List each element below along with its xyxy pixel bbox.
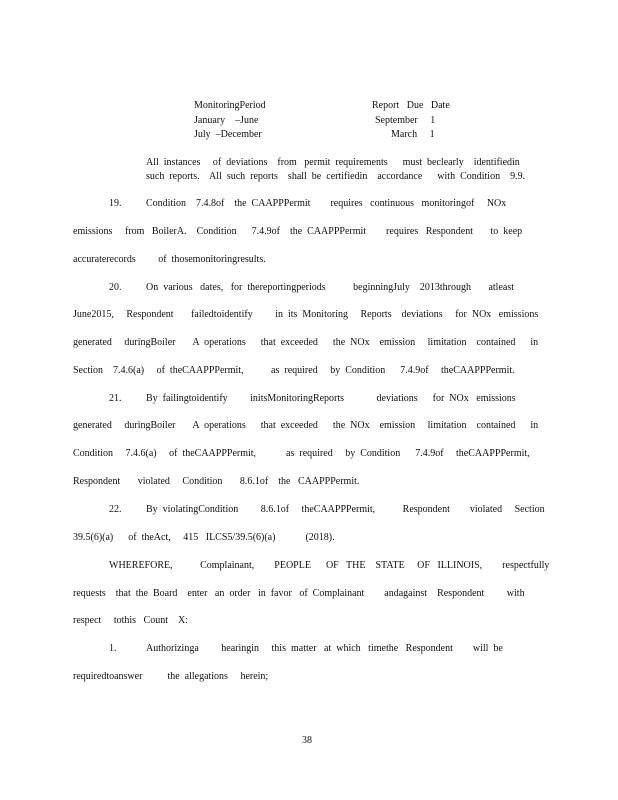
note-line: All instances of deviations from permit requirements must beclearly identifiedin: [146, 157, 520, 168]
paragraph-line: generated duringBoiler A operations that exceeded the NOx emission limitation contained in: [73, 420, 539, 431]
paragraph-line: requiredtoanswer the allegations herein;: [73, 671, 269, 682]
paragraph-line: Respondent violated Condition 8.6.1of the CAAPPPermit.: [73, 476, 360, 487]
paragraph-number: 19.: [109, 198, 122, 209]
schedule-row-due: March 1: [391, 129, 435, 140]
paragraph-line: WHEREFORE, Complainant, PEOPLE OF THE STATE OF ILLINOIS, respectfully: [109, 560, 550, 571]
paragraph-line: By violatingCondition 8.6.1of theCAAPPPermit, Respondent violated Section: [146, 504, 545, 515]
schedule-row-due: September 1: [375, 115, 436, 126]
schedule-row-period: July –December: [194, 129, 262, 140]
schedule-row-period: January –June: [194, 115, 259, 126]
paragraph-line: 39.5(6)(a) of theAct, 415 ILCS5/39.5(6)(a) (2018).: [73, 532, 335, 543]
paragraph-number: 22.: [109, 504, 122, 515]
paragraph-number: 1.: [109, 643, 117, 654]
note-line: such reports. All such reports shall be certifiedin accordance with Condition 9.9.: [146, 171, 526, 182]
schedule-header-period: MonitoringPeriod: [194, 100, 266, 111]
paragraph-line: Condition 7.4.6(a) of theCAAPPPermit, as required by Condition 7.4.9of theCAAPPPermit,: [73, 448, 530, 459]
paragraph-line: requests that the Board enter an order in favor of Complainant andagainst Respondent with: [73, 588, 525, 599]
paragraph-line: By failingtoidentify initsMonitoringReports deviations for NOx emissions: [146, 393, 516, 404]
paragraph-line: generated duringBoiler A operations that exceeded the NOx emission limitation contained in: [73, 337, 539, 348]
paragraph-line: On various dates, for thereportingperiods beginningJuly 2013through atleast: [146, 282, 514, 293]
paragraph-line: Condition 7.4.8of the CAAPPPermit requires continuous monitoringof NOx: [146, 198, 507, 209]
page-number: 38: [302, 735, 312, 746]
paragraph-line: respect tothis Count X:: [73, 615, 188, 626]
paragraph-line: Authorizinga hearingin this matter at which timethe Respondent will be: [146, 643, 503, 654]
paragraph-line: June2015, Respondent failedtoidentify in its Monitoring Reports deviations for NOx emissions: [73, 309, 539, 320]
schedule-header-due: Report Due Date: [372, 100, 450, 111]
paragraph-line: accuraterecords of thosemonitoringresults.: [73, 254, 266, 265]
paragraph-number: 20.: [109, 282, 122, 293]
paragraph-number: 21.: [109, 393, 122, 404]
paragraph-line: Section 7.4.6(a) of theCAAPPPermit, as required by Condition 7.4.9of theCAAPPPermit.: [73, 365, 515, 376]
paragraph-line: emissions from BoilerA. Condition 7.4.9of the CAAPPPermit requires Respondent to keep: [73, 226, 523, 237]
